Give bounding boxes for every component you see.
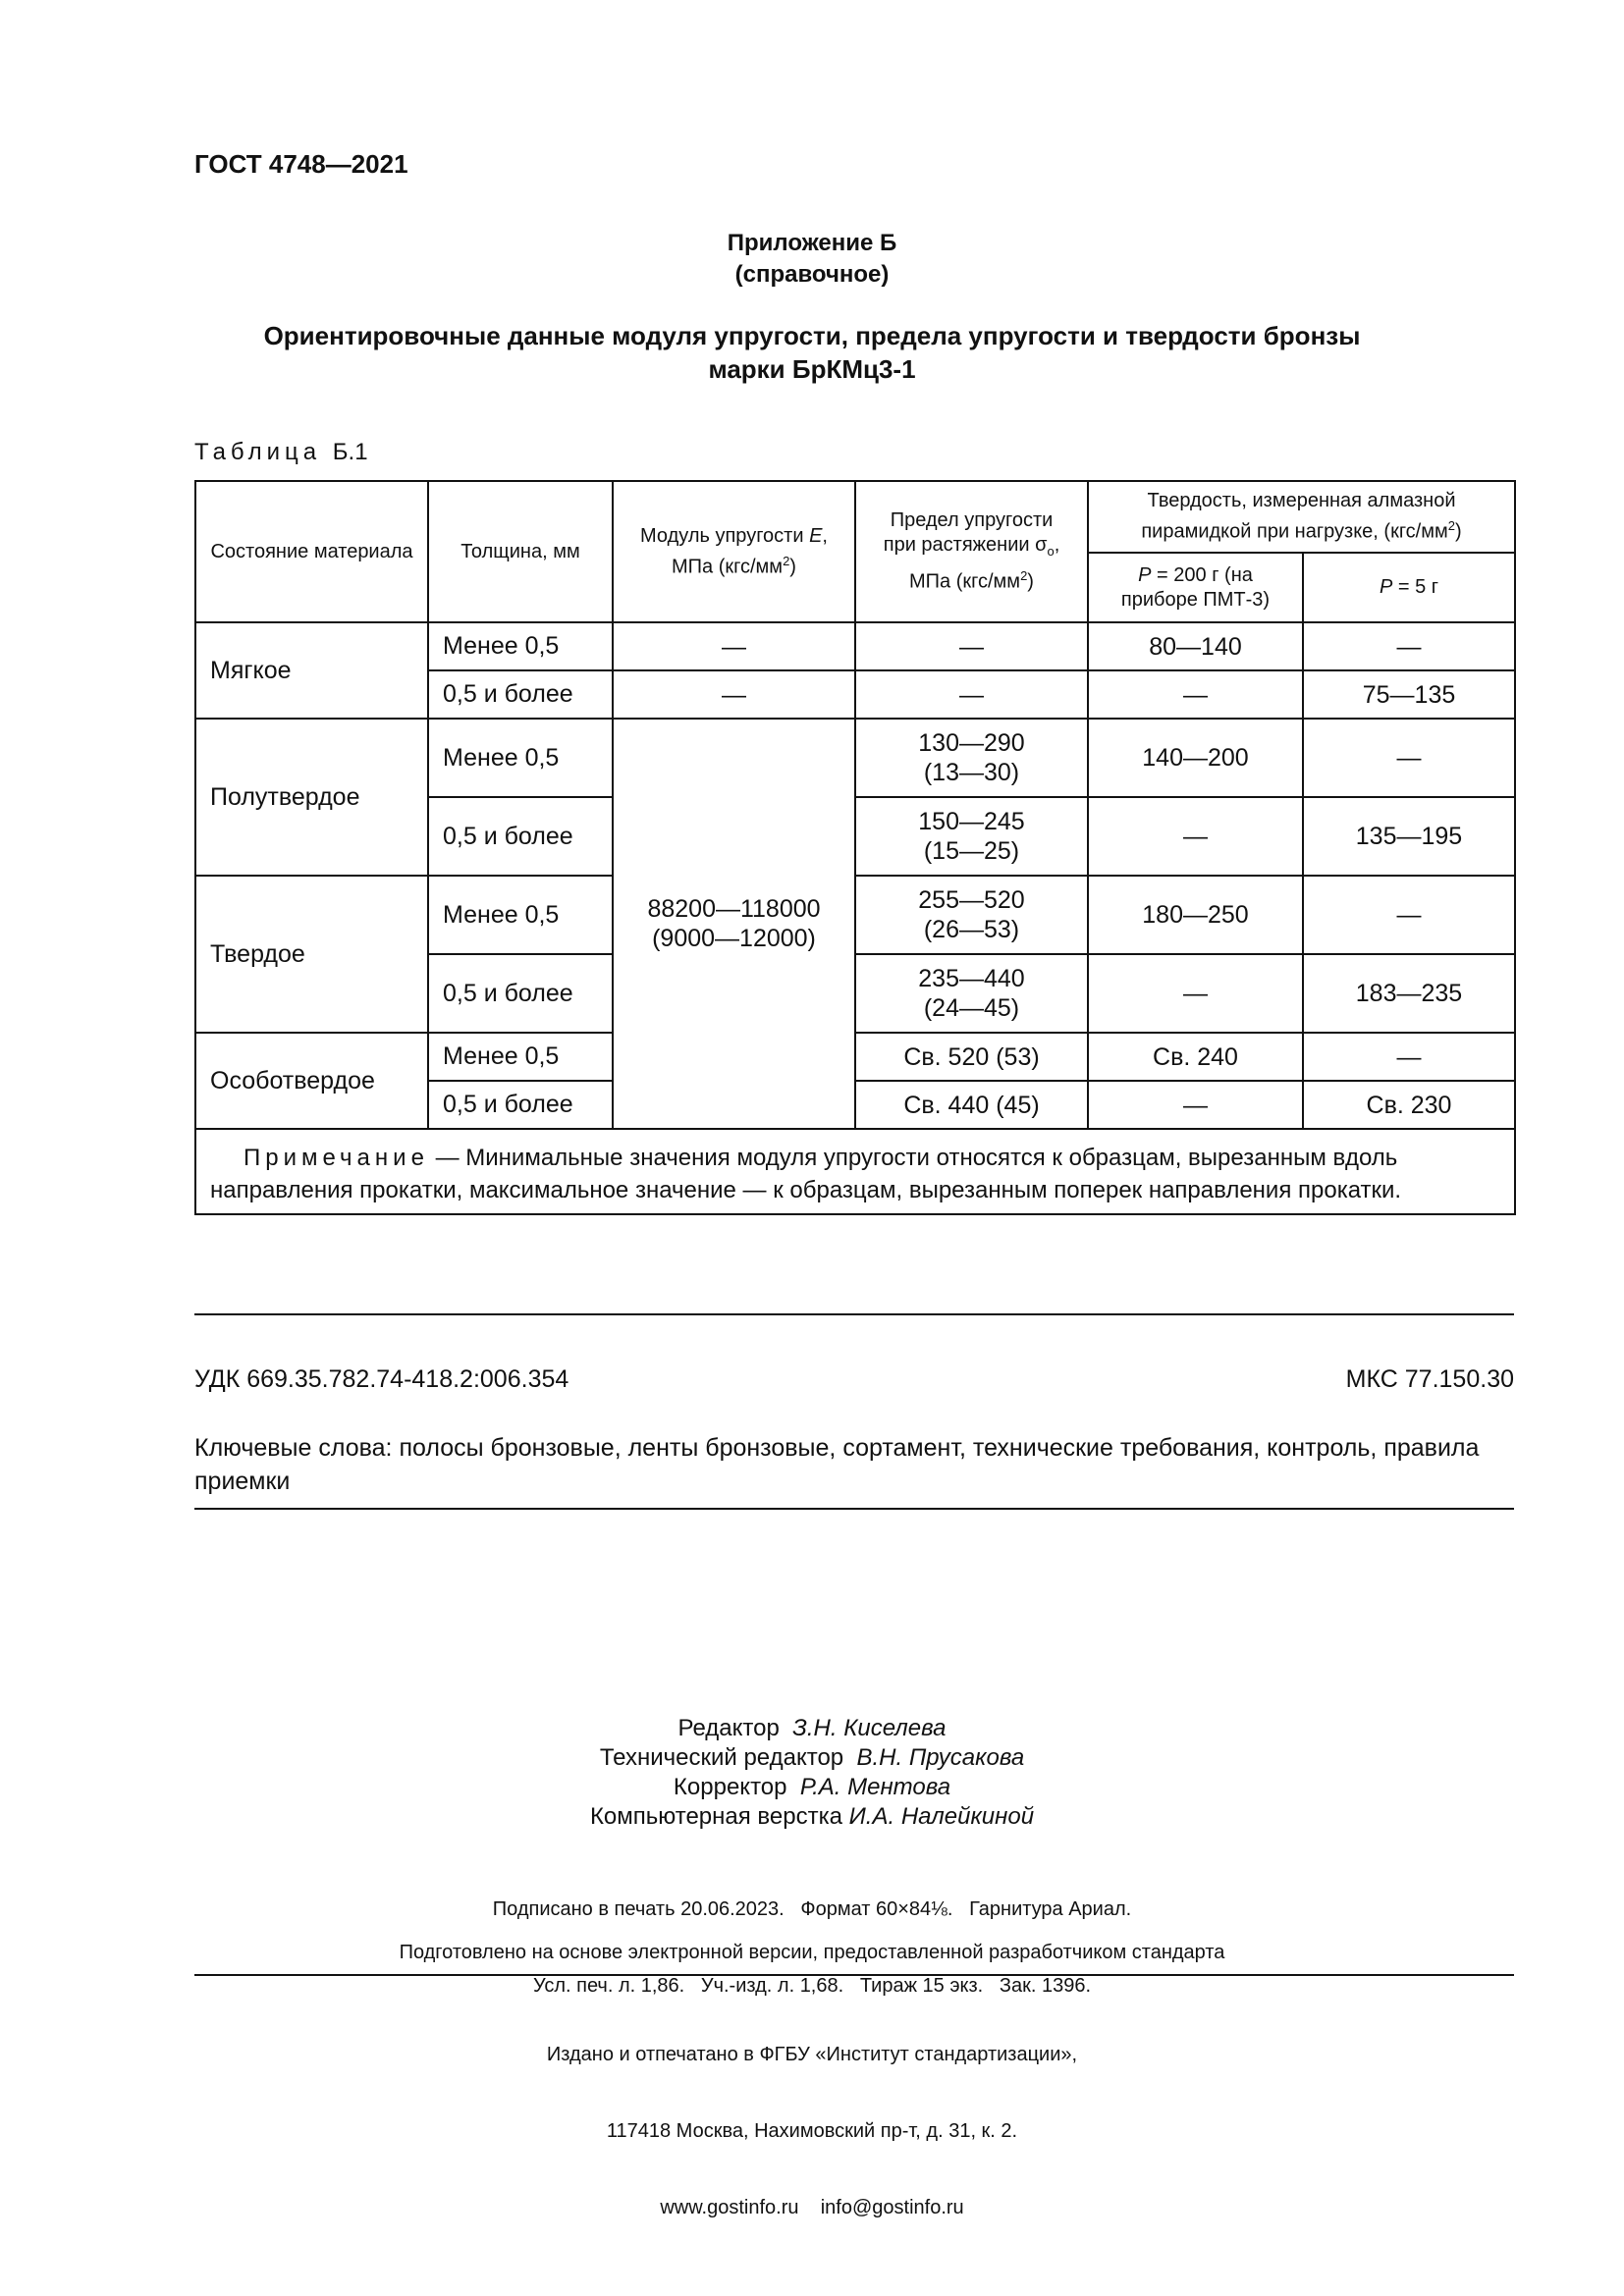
table-label-word: Таблица xyxy=(194,439,322,465)
thickness-cell: Менее 0,5 xyxy=(428,622,613,670)
table-row xyxy=(195,876,1515,954)
header-p200: P = 200 г (на приборе ПМТ-3) xyxy=(1088,553,1303,622)
publisher-block xyxy=(0,1991,1624,2246)
publisher-line-3: www.gostinfo.ru info@gostinfo.ru xyxy=(660,2197,964,2218)
limit-cell: Св. 440 (45) xyxy=(855,1081,1088,1129)
limit-cell: — xyxy=(855,670,1088,719)
p5-cell: 183—235 xyxy=(1303,954,1515,1033)
p200-cell: — xyxy=(1088,797,1303,876)
mks-code: МКС 77.150.30 xyxy=(1345,1365,1514,1393)
p200-cell: 80—140 xyxy=(1088,622,1303,670)
limit-cell: 235—440 (24—45) xyxy=(855,954,1088,1033)
limit-cell: — xyxy=(855,622,1088,670)
properties-table xyxy=(194,480,1516,1215)
header-state: Состояние материала xyxy=(195,481,428,622)
header-hardness: Твердость, измеренная алмазной пирамидкой при нагрузке, $(кгс/мм^2)$ xyxy=(1088,481,1515,553)
thickness-cell: Менее 0,5 xyxy=(428,876,613,954)
credits-block xyxy=(0,1714,1624,1832)
table-note xyxy=(195,1129,1515,1214)
credit-editor: Редактор З.Н. Киселева xyxy=(677,1715,947,1741)
thickness-cell: 0,5 и более xyxy=(428,797,613,876)
modulus-cell: — xyxy=(613,670,855,719)
state-cell: Полутвердое xyxy=(195,719,428,876)
divider-top xyxy=(194,1313,1514,1315)
table-row xyxy=(195,719,1515,797)
title-line-1: Ориентировочные данные модуля упругости, предела упругости и твердости бронзы xyxy=(263,321,1361,350)
state-cell: Мягкое xyxy=(195,622,428,719)
limit-cell: 130—290 (13—30) xyxy=(855,719,1088,797)
header-p5: P = 5 г xyxy=(1303,553,1515,622)
header-elastic-limit: Предел упругости при растяжении $\sigma_о$, МПа $(кгс/мм^2)$ xyxy=(855,481,1088,622)
table-label-number: Б.1 xyxy=(332,439,368,465)
document-code: ГОСТ 4748—2021 xyxy=(194,149,408,179)
state-cell: Твердое xyxy=(195,876,428,1033)
modulus-cell: — xyxy=(613,622,855,670)
divider-keywords xyxy=(194,1508,1514,1510)
udk-code: УДК 669.35.782.74-418.2:006.354 xyxy=(194,1365,569,1393)
thickness-cell: 0,5 и более xyxy=(428,670,613,719)
p200-cell: Св. 240 xyxy=(1088,1033,1303,1081)
p5-cell: 75—135 xyxy=(1303,670,1515,719)
note-label: Примечание xyxy=(244,1145,429,1171)
credit-corrector: Корректор Р.А. Ментова xyxy=(673,1774,951,1800)
annex-heading xyxy=(0,228,1624,291)
credit-tech-editor: Технический редактор В.Н. Прусакова xyxy=(599,1744,1025,1771)
keywords: Ключевые слова: полосы бронзовые, ленты бронзовые, сортамент, технические требования, контроль, правила приемки xyxy=(194,1434,1480,1495)
publisher-line-2: 117418 Москва, Нахимовский пр-т, д. 31, к. 2. xyxy=(606,2120,1018,2142)
p200-cell: 140—200 xyxy=(1088,719,1303,797)
p200-cell: 180—250 xyxy=(1088,876,1303,954)
limit-cell: 255—520 (26—53) xyxy=(855,876,1088,954)
thickness-cell: Менее 0,5 xyxy=(428,1033,613,1081)
p200-cell: — xyxy=(1088,1081,1303,1129)
p5-cell: Св. 230 xyxy=(1303,1081,1515,1129)
modulus-common-cell: 88200—118000 (9000—12000) xyxy=(613,719,855,1129)
imprint-line-2: Усл. печ. л. 1,86. Уч.-изд. л. 1,68. Тираж 15 экз. Зак. 1396. xyxy=(532,1975,1092,1997)
p5-cell: — xyxy=(1303,876,1515,954)
thickness-cell: 0,5 и более xyxy=(428,1081,613,1129)
p5-cell: — xyxy=(1303,719,1515,797)
state-cell: Особотвердое xyxy=(195,1033,428,1129)
p200-cell: — xyxy=(1088,670,1303,719)
imprint-prepared: Подготовлено на основе электронной версии, предоставленной разработчиком стандарта xyxy=(399,1942,1225,1963)
table-label xyxy=(194,439,368,466)
p5-cell: 135—195 xyxy=(1303,797,1515,876)
header-modulus: Модуль упругости E, МПа $(кгс/мм^2)$ xyxy=(613,481,855,622)
annex-subtitle: (справочное) xyxy=(734,261,890,288)
p5-cell: — xyxy=(1303,1033,1515,1081)
p5-cell: — xyxy=(1303,622,1515,670)
header-thickness: Толщина, мм xyxy=(428,481,613,622)
thickness-cell: 0,5 и более xyxy=(428,954,613,1033)
divider-imprint xyxy=(194,1974,1514,1976)
imprint-line-1: Подписано в печать 20.06.2023. Формат 60×84⅛. Гарнитура Ариал. xyxy=(492,1898,1132,1920)
table-row xyxy=(195,1033,1515,1081)
table-note-row xyxy=(195,1129,1515,1214)
limit-cell: 150—245 (15—25) xyxy=(855,797,1088,876)
credit-layout: Компьютерная верстка И.А. Налейкиной xyxy=(589,1803,1035,1830)
p200-cell: — xyxy=(1088,954,1303,1033)
title-line-2: марки БрКМц3-1 xyxy=(708,354,916,384)
document-title xyxy=(0,319,1624,386)
thickness-cell: Менее 0,5 xyxy=(428,719,613,797)
publisher-line-1: Издано и отпечатано в ФГБУ «Институт стандартизации», xyxy=(546,2044,1078,2065)
table-row xyxy=(195,622,1515,670)
limit-cell: Св. 520 (53) xyxy=(855,1033,1088,1081)
annex-title: Приложение Б xyxy=(727,230,897,256)
note-text: — Минимальные значения модуля упругости относятся к образцам, вырезанным вдоль направления прокатки, максимальное значение — к образцам, вырезанным поперек направления прокатки. xyxy=(210,1145,1402,1203)
